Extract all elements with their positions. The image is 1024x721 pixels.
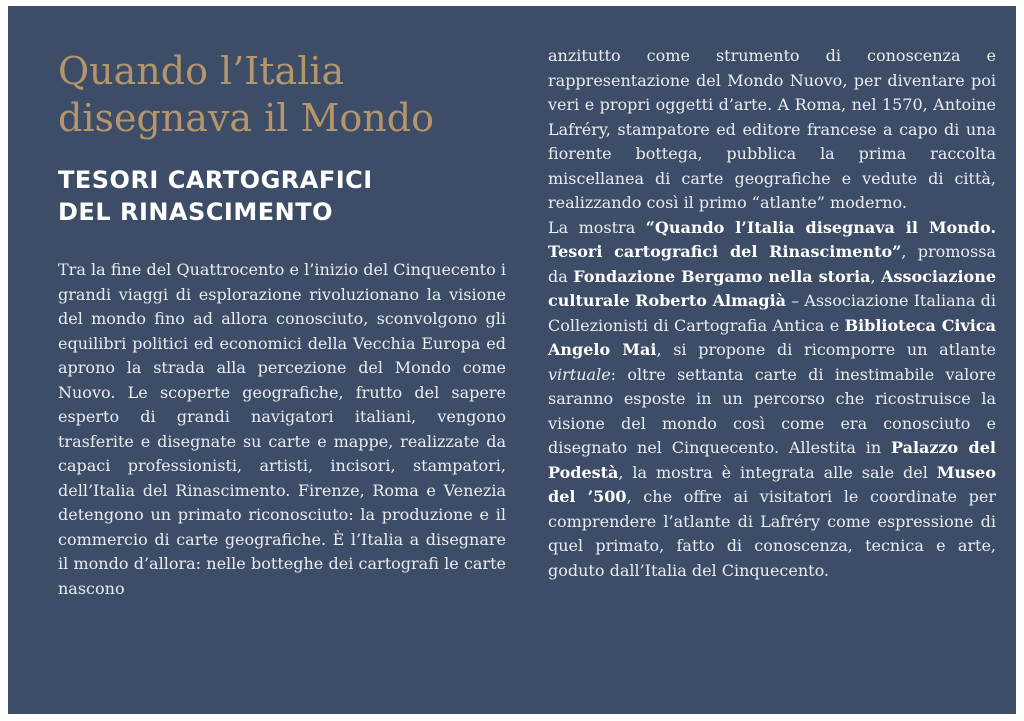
- subtitle-line-1: TESORI CARTOGRAFICI: [58, 166, 373, 194]
- left-column: [58, 36, 506, 601]
- promoter-fondazione: Fondazione Bergamo nella storia: [573, 266, 871, 286]
- atlas-paragraph: anzitutto come strumento di conoscenza e rappresentazione del Mondo Nuovo, per diventare poi veri e propri oggetti d’arte. A Roma, nel 1570, Antoine Lafréry, stampatore ed editore francese a capo di una fiorente bottega, pubblica la prima raccolta miscellanea di carte geografiche e vedute di città, realizzando così il primo “atlante” moderno.: [548, 46, 996, 212]
- right-column: [548, 44, 996, 583]
- italic-virtuale: virtuale: [548, 364, 611, 384]
- exhibition-name: “Quando l’Italia disegnava il Mondo. Tesori cartografici del Rinascimento”: [548, 217, 997, 261]
- page-title: [58, 48, 506, 142]
- promoter-biblioteca: Biblioteca Civica Angelo Mai: [548, 315, 996, 359]
- exhibition-paragraph: [548, 216, 996, 584]
- subtitle: [58, 164, 506, 228]
- text-segment: : oltre settanta carte di inestimabile valore saranno esposte in un percorso che ricostruisce la visione del mondo così come era conosciuto e disegnato nel Cinquecento. Allestita in: [548, 364, 996, 457]
- venue-palazzo: Palazzo del Podestà: [548, 438, 996, 482]
- text-segment: , la mostra è integrata alle sale del: [618, 462, 937, 482]
- text-segment: ,: [870, 266, 882, 286]
- text-segment: La mostra: [548, 217, 646, 237]
- brochure-panel: [8, 6, 1016, 714]
- title-line-2: disegnava il Mondo: [58, 96, 434, 140]
- text-segment: , che offre ai visitatori le coordinate per comprendere l’atlante di Lafréry come espressione di quel primato, fatto di conoscenza, tecnica e arte, goduto dall’Italia del Cinquecento.: [548, 487, 996, 580]
- text-segment: , si propone di ricomporre un atlante: [656, 340, 996, 359]
- promoter-associazione: Associazione culturale Roberto Almagià: [548, 266, 997, 310]
- title-line-1: Quando l’Italia: [58, 49, 345, 93]
- text-segment: , promossa da: [548, 242, 996, 286]
- intro-paragraph: Tra la fine del Quattrocento e l’inizio del Cinquecento i grandi viaggi di esplorazione rivoluzionano la visione del mondo fino ad allora conosciuto, sconvolgono gli equilibri politici ed economici della Vecchia Europa ed aprono la strada alla percezione del Mondo come Nuovo. Le scoperte geografiche, frutto del sapere esperto di grandi navigatori italiani, vengono trasferite e disegnate su carte e mappe, realizzate da capaci professionisti, artisti, incisori, stampatori, dell’Italia del Rinascimento. Firenze, Roma e Venezia detengono un primato riconosciuto: la produzione e il commercio di carte geografiche. È l’Italia a disegnare il mondo d’allora: nelle botteghe dei cartografi le carte nascono: [58, 260, 506, 598]
- subtitle-line-2: DEL RINASCIMENTO: [58, 198, 333, 226]
- venue-museo: Museo del ’500: [548, 462, 996, 506]
- text-segment: – Associazione Italiana di Collezionisti di Cartografia Antica e: [548, 291, 996, 335]
